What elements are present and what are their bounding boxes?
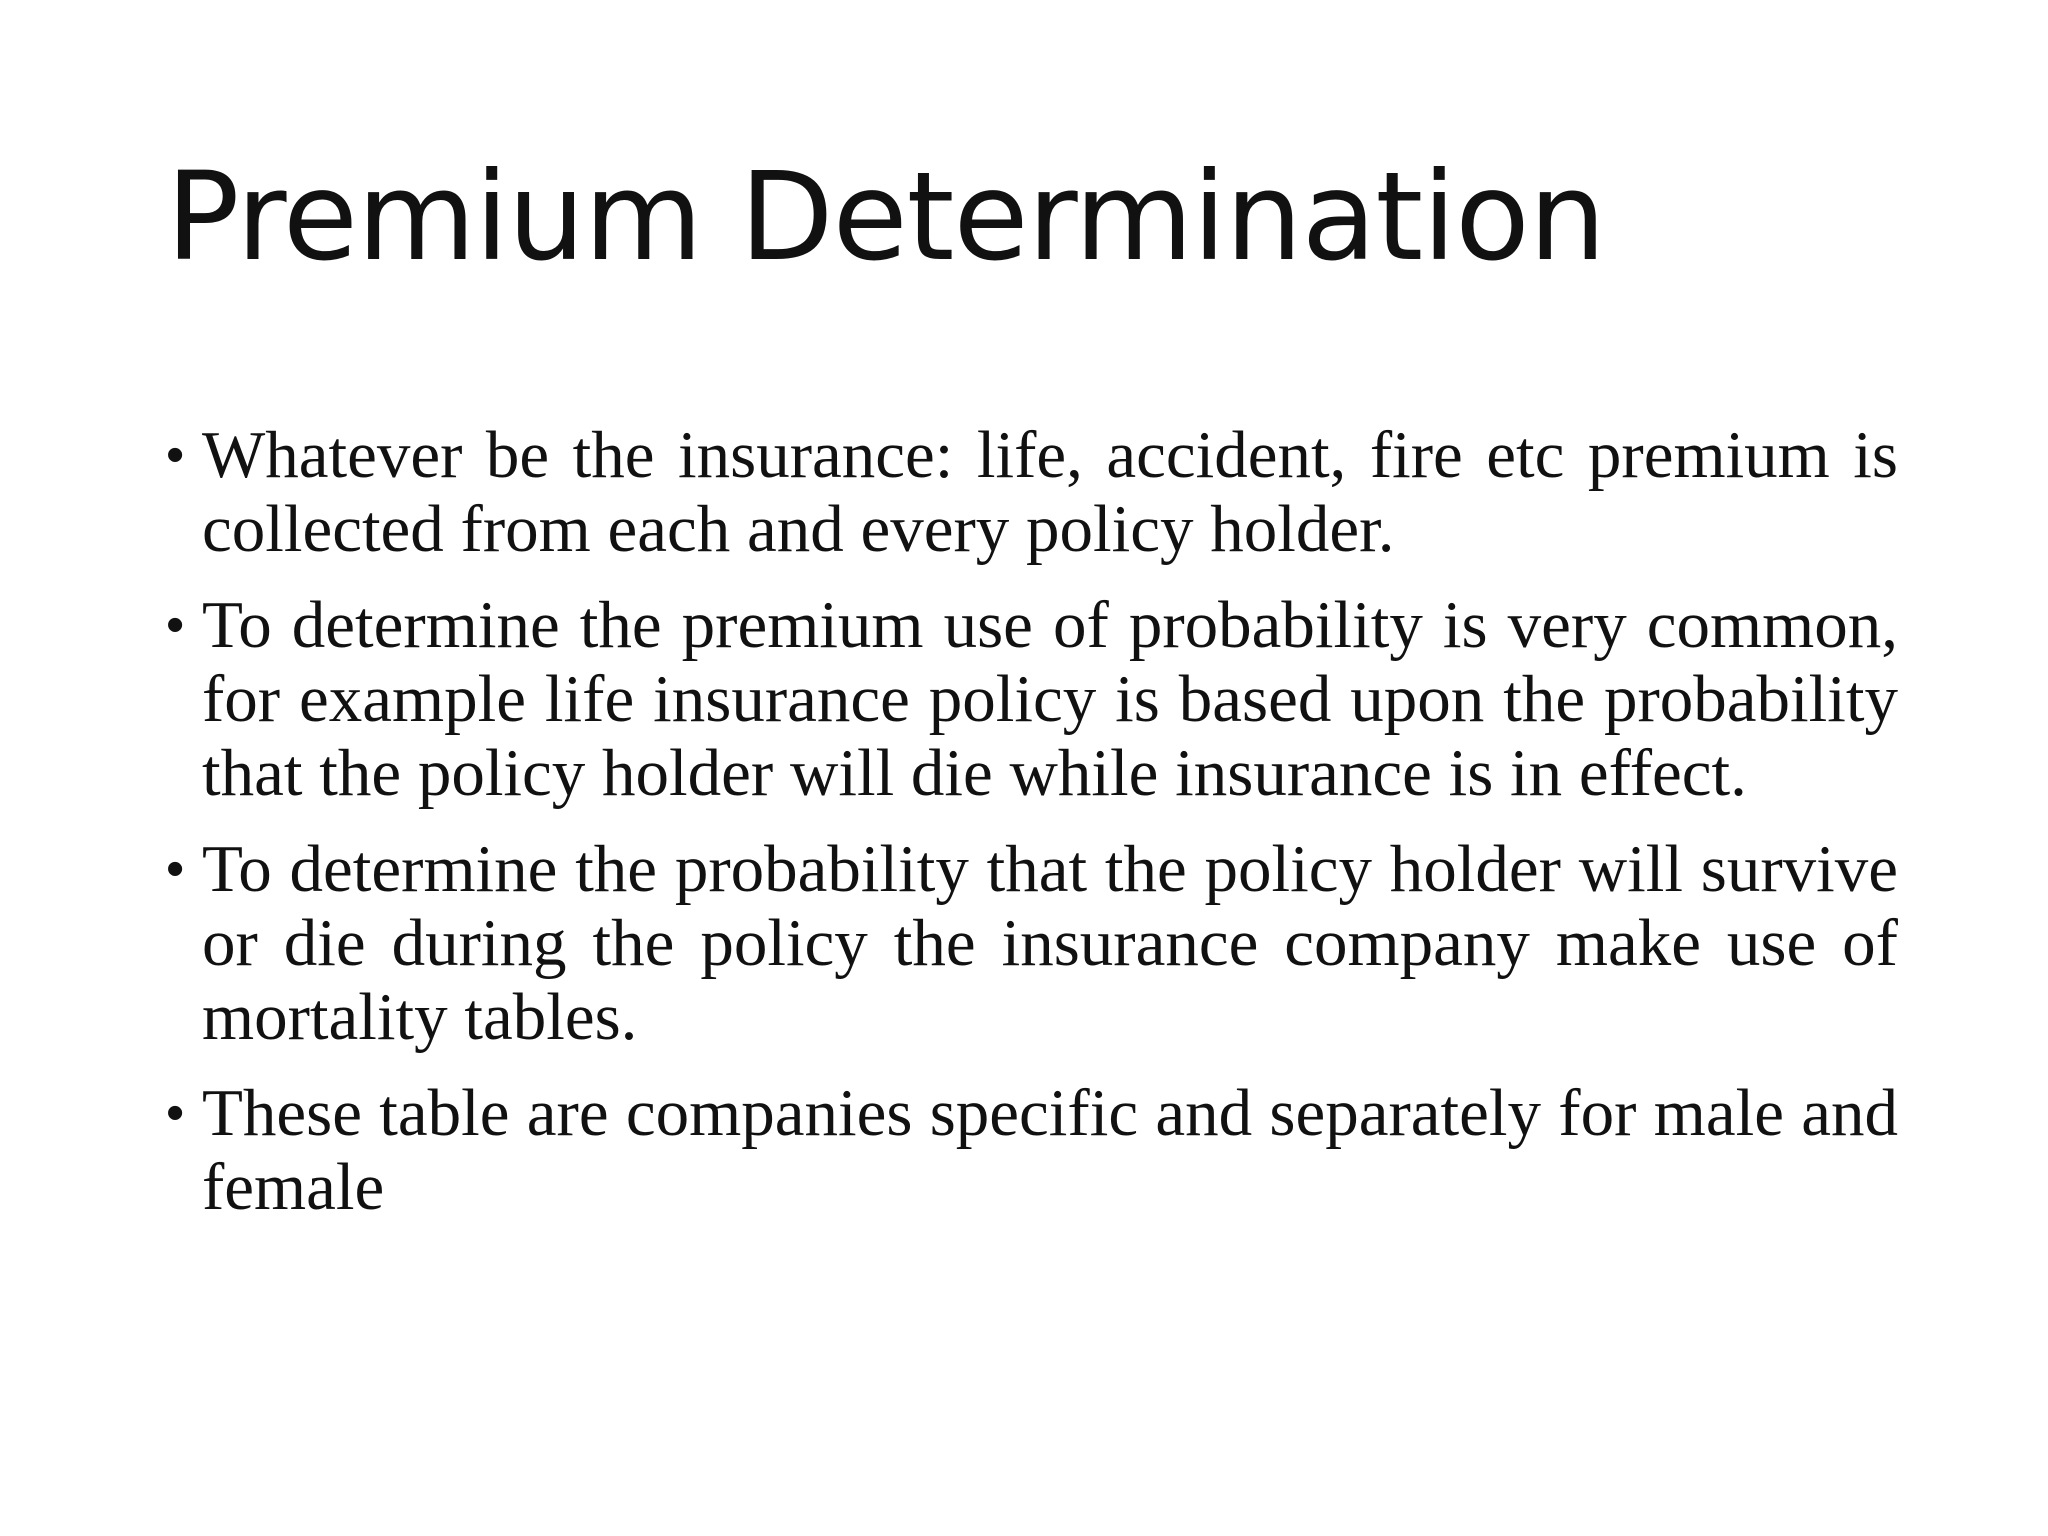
bullet-list (166, 418, 1898, 1246)
bullet-text: To determine the probability that the policy holder will survive or die during the policy the insurance company make use of mortality tables. (202, 832, 1898, 1054)
bullet-item (166, 418, 1898, 566)
bullet-text: These table are companies specific and separately for male and female (202, 1076, 1898, 1224)
bullet-icon: • (166, 596, 185, 654)
bullet-item (166, 588, 1898, 810)
slide-title: Premium Determination (166, 146, 1606, 288)
bullet-icon: • (166, 426, 185, 484)
bullet-icon: • (166, 1084, 185, 1142)
bullet-item (166, 832, 1898, 1054)
bullet-icon: • (166, 840, 185, 898)
bullet-text: To determine the premium use of probability is very common, for example life insurance policy is based upon the probability that the policy holder will die while insurance is in effect. (202, 588, 1898, 810)
bullet-item (166, 1076, 1898, 1224)
bullet-text: Whatever be the insurance: life, accident, fire etc premium is collected from each and every policy holder. (202, 418, 1898, 566)
